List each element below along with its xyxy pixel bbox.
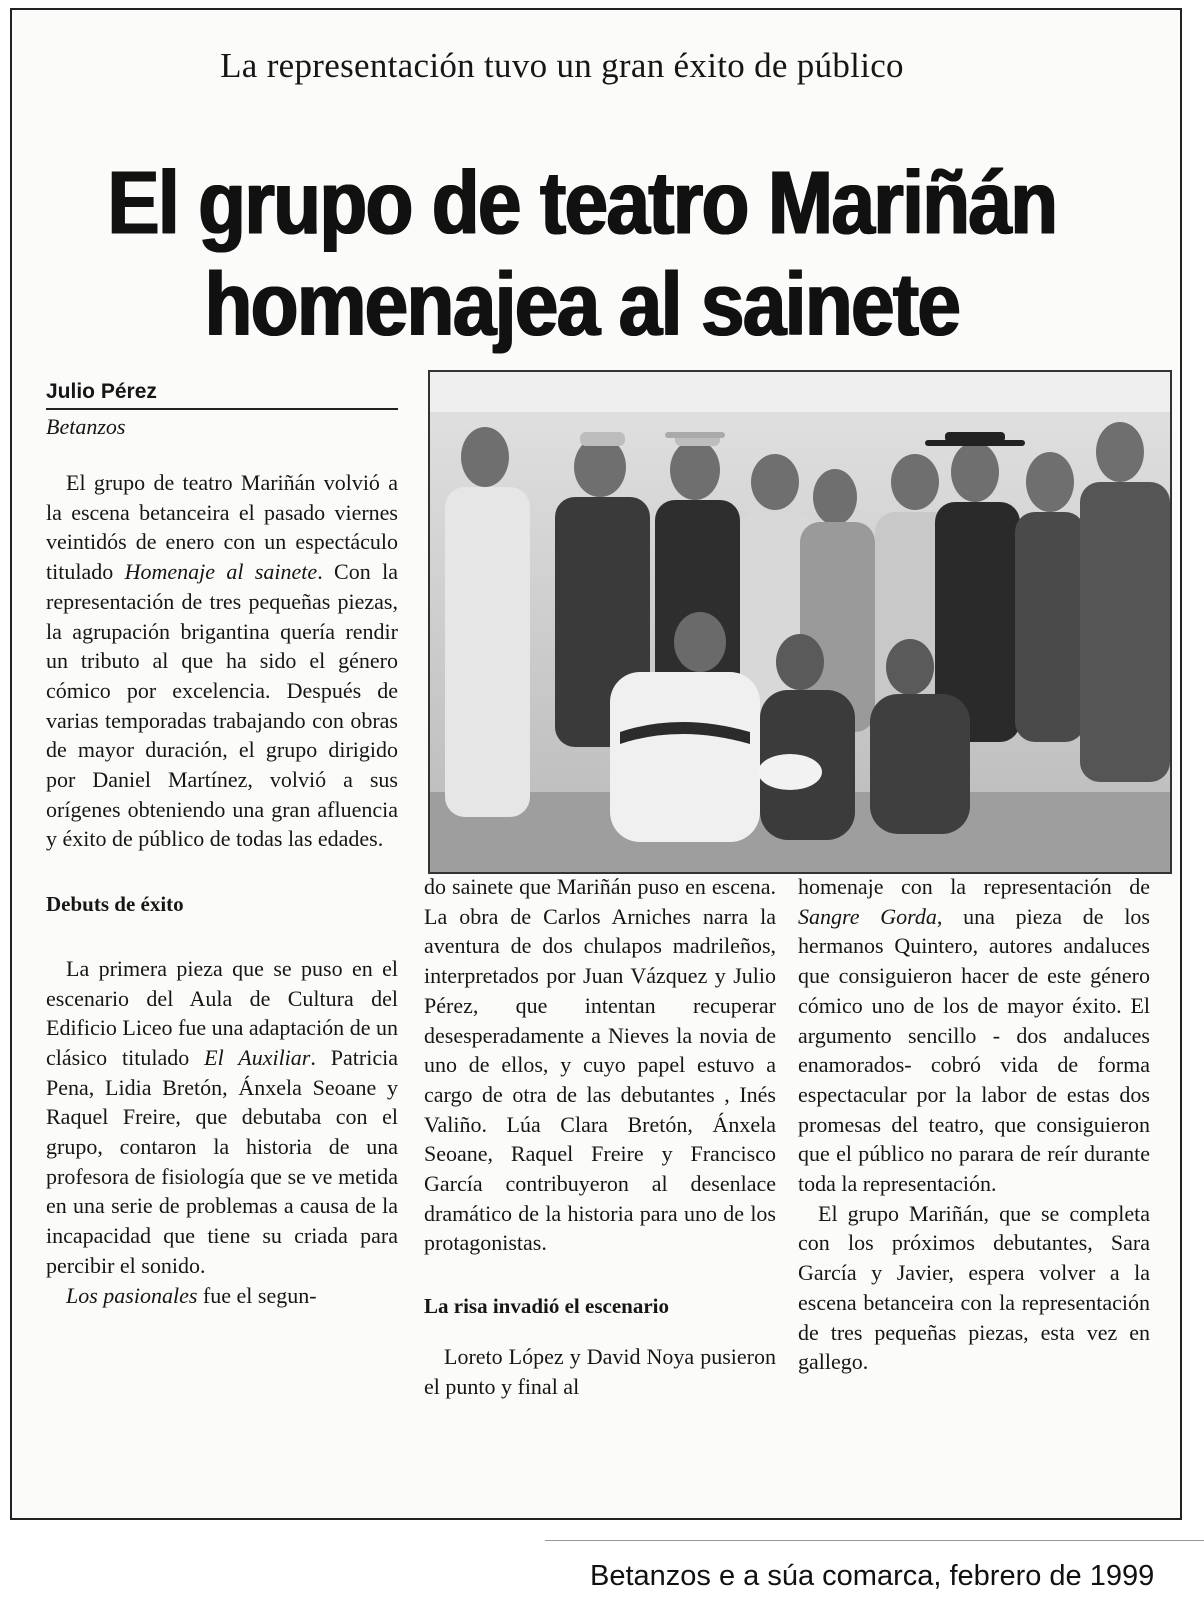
section-subtitle: La risa invadió el escenario	[424, 1294, 669, 1319]
play-title: Los pasionales	[66, 1282, 198, 1308]
paragraph: El grupo de teatro Mariñán volvió a la escena betanceira el pasado viernes veintidós de enero con un espectáculo titulado Homenaje al sainete. Con la representación de tres pequeñas piezas, la agrupación brigantina quería rendir un tributo al que ha sido el género cómico por excelencia. Después de varias temporadas trabajando con obras de mayor duración, el grupo dirigido por Daniel Martínez, volvió a sus orígenes obteniendo una gran afluencia y éxito de público de todas las edades.	[46, 470, 398, 852]
paragraph: El grupo Mariñán, que se completa con los próximos debutantes, Sara García y Javier, espera volver a la escena betanceira con la representación de tres pequeñas piezas, esta vez en gallego.	[798, 1200, 1150, 1375]
author-byline: Julio Pérez	[46, 380, 398, 410]
paragraph: Los pasionales fue el segun-	[66, 1282, 317, 1308]
column-1	[46, 468, 398, 1310]
headline-line-1: El grupo de teatro Mariñán	[107, 152, 1057, 254]
paragraph: homenaje con la representación de Sangre Gorda, una pieza de los hermanos Quintero, autores andaluces que consiguieron hacer de este género cómico uno de los de mayor éxito. El argumento sencillo - dos andaluces enamorados- cobró vida de forma espectacular por la labor de estas dos promesas del teatro, que consiguieron que el público no parara de reír durante toda la representación.	[798, 874, 1150, 1197]
play-title: El Auxiliar	[204, 1044, 311, 1070]
paragraph: do sainete que Mariñán puso en escena. La obra de Carlos Arniches narra la aventura de dos chulapos madrileños, interpretados por Juan Vázquez y Julio Pérez, que intentan recuperar desesperadamente a Nieves la novia de uno de ellos, y cuyo papel estuvo a cargo de otra de las debutantes , Inés Valiño. Lúa Clara Bretón, Ánxela Seoane, Raquel Freire y Francisco García contribuyeron al desenlace dramático de la historia para uno de los protagonistas.	[424, 874, 776, 1256]
headline-line-2: homenajea al sainete	[204, 253, 960, 355]
paragraph: La primera pieza que se puso en el escenario del Aula de Cultura del Edificio Liceo fue una adaptación de un clásico titulado El Auxiliar. Patricia Pena, Lidia Bretón, Ánxela Seoane y Raquel Freire, que debutaba con el grupo, contaron la historia de una profesora de fisiología que se ve metida en una serie de problemas a causa de la incapacidad que tiene su criada para percibir el sonido.	[46, 955, 399, 1278]
paragraph: Loreto López y David Noya pusieron el punto y final al	[424, 1343, 776, 1399]
publication-footer: Betanzos e a súa comarca, febrero de 1999	[590, 1560, 1155, 1592]
dateline-location: Betanzos	[46, 414, 126, 439]
group-photo-image	[430, 372, 1170, 872]
column-2	[424, 872, 776, 1401]
section-subtitle: Debuts de éxito	[46, 892, 184, 917]
group-photo	[428, 370, 1172, 874]
headline	[52, 152, 1112, 354]
play-title: Sangre Gorda	[798, 903, 937, 929]
footer-divider	[545, 1540, 1204, 1541]
newspaper-clipping	[10, 8, 1182, 1520]
show-title: Homenaje al sainete	[124, 559, 318, 585]
column-3	[798, 872, 1150, 1377]
subheadline: La representación tuvo un gran éxito de público	[220, 46, 904, 85]
